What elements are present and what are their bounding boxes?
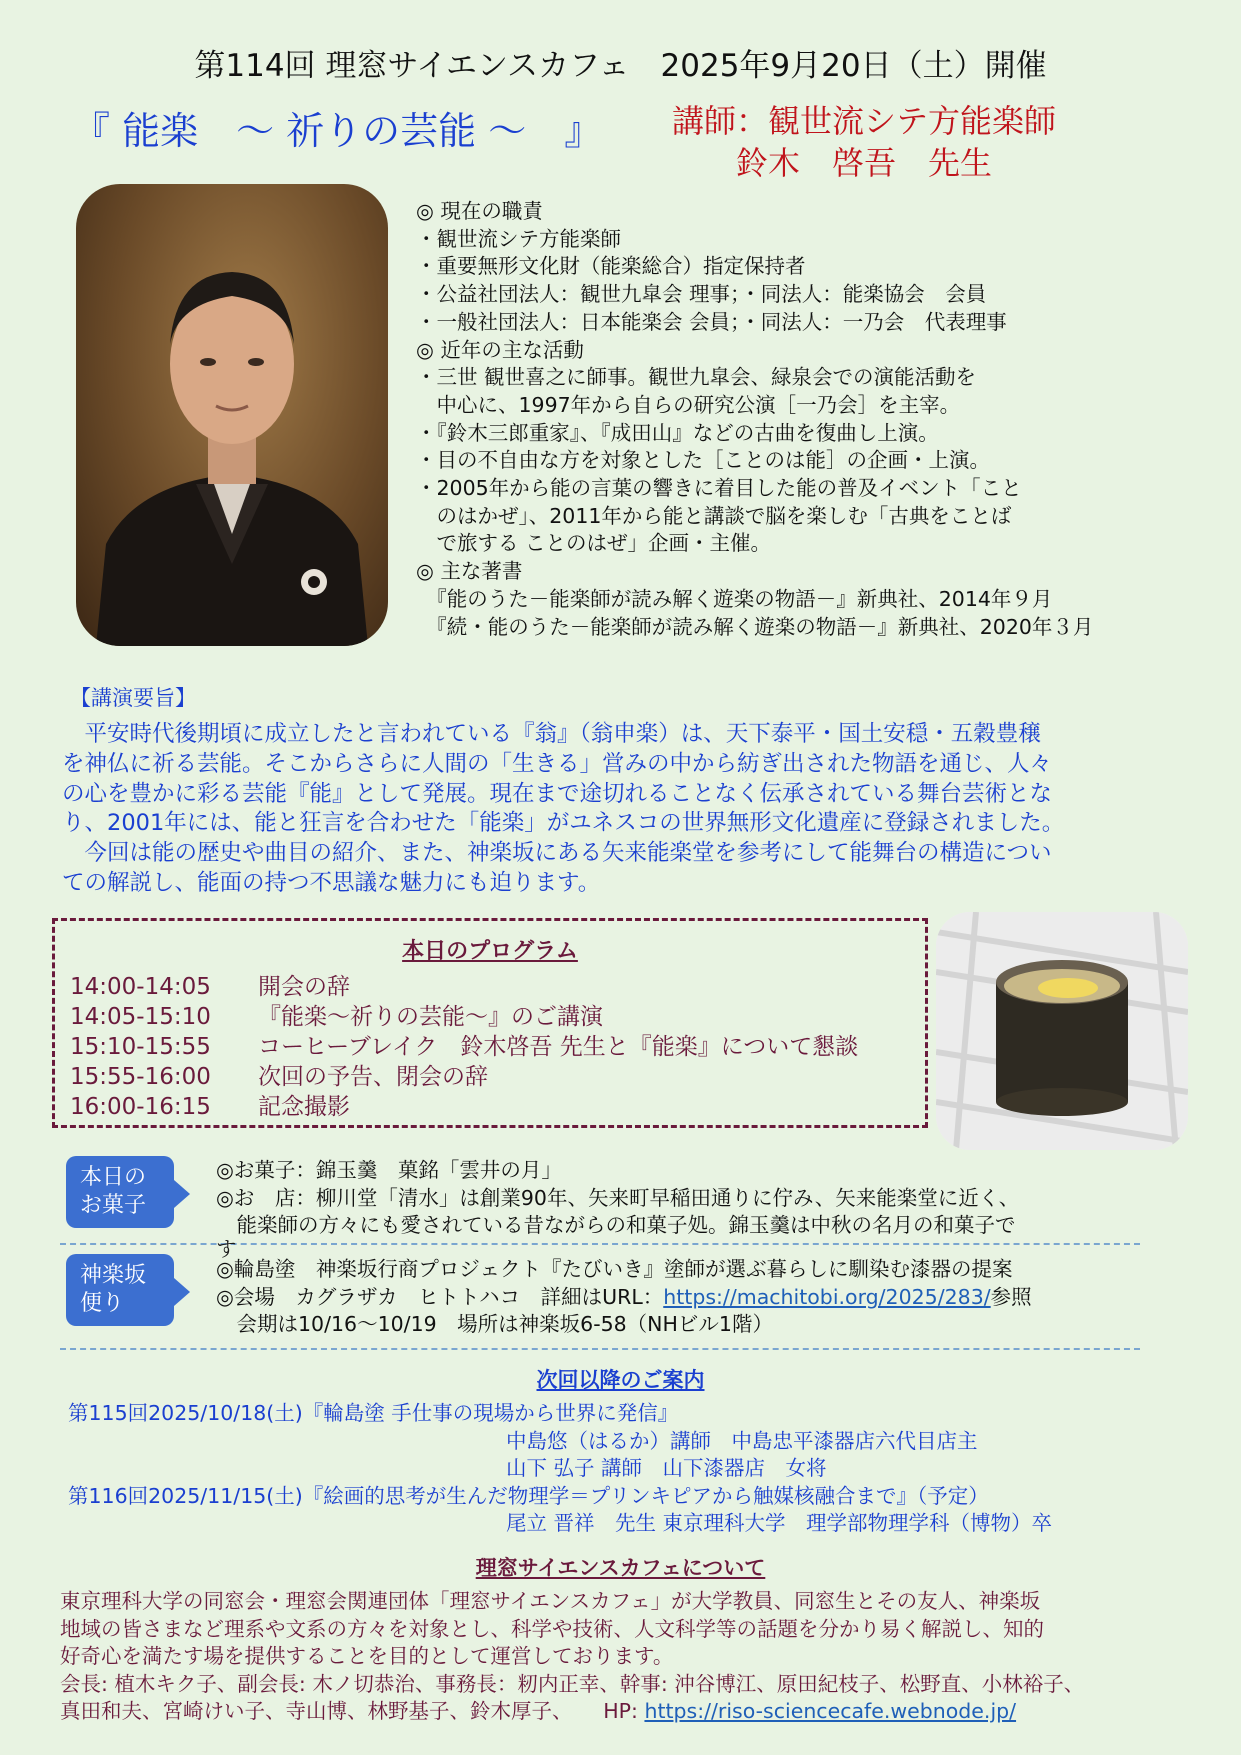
summary-line: 今回は能の歴史や曲目の紹介、また、神楽坂にある矢来能楽堂を参考にして能舞台の構造につい (62, 840, 1052, 867)
program-time: 16:00-16:15 (70, 1094, 211, 1120)
program-label: コーヒーブレイク 鈴木啓吾 先生と『能楽』について懇談 (258, 1034, 859, 1060)
next-event-speaker: 中島悠（はるか）講師 中島忠平漆器店六代目店主 (506, 1428, 978, 1453)
program-title: 本日のプログラム (402, 939, 578, 964)
next-events-heading: 次回以降のご案内 (536, 1368, 705, 1392)
kagurazaka-tag-line: 便り (80, 1291, 125, 1316)
lecturer-role: 講師：観世流シテ方能楽師 (672, 102, 1057, 140)
next-event-title: 第115回2025/10/18(土)『輪島塗 手仕事の現場から世界に発信』 (68, 1401, 679, 1425)
program-item (70, 1032, 858, 1062)
portrait-illustration (76, 184, 388, 646)
about-members (60, 1698, 1210, 1726)
profile-line: 『続・能のうた－能楽師が読み解く遊楽の物語－』新典社、2020年３月 (416, 614, 1094, 639)
profile-line: ◎ 近年の主な活動 (416, 337, 584, 362)
profile-line: ・観世流シテ方能楽師 (416, 226, 621, 251)
talk-title: 『 能楽 ～ 祈りの芸能 ～ 』 (72, 109, 603, 153)
program-label: 次回の予告、閉会の辞 (258, 1064, 488, 1090)
program-item (70, 1092, 858, 1122)
kagurazaka-event: ◎輪島塗 神楽坂行商プロジェクト『たびいき』塗師が選ぶ暮らしに馴染む漆器の提案 (216, 1257, 1013, 1281)
about-members: 会長: 植木キク子、副会長: 木ノ切恭治、事務長：籾内正幸、幹事: 沖谷博江、原田紀枝子、松野直、小林裕子、 (60, 1671, 1085, 1696)
about-heading: 理窓サイエンスカフェについて (475, 1556, 766, 1580)
next-event-speaker: 尾立 晋祥 先生 東京理科大学 理学部物理学科（博物）卒 (506, 1511, 1053, 1535)
divider (60, 1348, 1140, 1350)
summary-line: を神仏に祈る芸能。そこからさらに人間の「生きる」営みの中から紡ぎ出された物語を通じ、人々 (62, 750, 1053, 777)
profile-line: で旅する ことのはぜ」企画・主催。 (416, 531, 772, 556)
about-members-text: 真田和夫、宮崎けい子、寺山博、林野基子、鈴木厚子、 HP: (60, 1699, 645, 1723)
sweets-tag-arrow (174, 1180, 190, 1208)
page-title: 第114回 理窓サイエンスカフェ 2025年9月20日（土）開催 (194, 48, 1047, 84)
profile-line: ・『鈴木三郎重家』、『成田山』などの古曲を復曲し上演。 (416, 420, 939, 445)
summary-line: り、2001年には、能と狂言を合わせた「能楽」がユネスコの世界無形文化遺産に登録されました。 (62, 810, 1065, 837)
sweet-photo (936, 912, 1188, 1150)
program-label: 記念撮影 (258, 1094, 350, 1120)
kagurazaka-tag-line: 神楽坂 (80, 1263, 147, 1288)
kagurazaka-tag-arrow (174, 1278, 190, 1306)
summary-heading: 【講演要旨】 (70, 686, 196, 710)
kagurazaka-venue (216, 1284, 1216, 1312)
program-list (70, 972, 858, 1122)
profile-line: 中心に、1997年から自らの研究公演［一乃会］を主宰。 (416, 392, 961, 417)
lecturer-profile (416, 198, 1206, 641)
program-label: 開会の辞 (258, 974, 350, 1000)
program-item (70, 972, 858, 1002)
sweets-tag (66, 1156, 174, 1228)
program-time: 14:00-14:05 (70, 974, 211, 1000)
kagurazaka-period: 会期は10/16～10/19 場所は神楽坂6-58（NHビル1階） (216, 1312, 773, 1337)
sweets-shop-desc: 能楽師の方々にも愛されている昔ながらの和菓子処。錦玉羹は中秋の名月の和菓子で (216, 1213, 1016, 1238)
profile-line: ・2005年から能の言葉の響きに着目した能の普及イベント「こと (416, 476, 1022, 501)
program-item (70, 1002, 858, 1032)
kagurazaka-venue-text: ◎会場 カグラザカ ヒトトハコ 詳細はURL： (216, 1284, 664, 1309)
kagurazaka-info (216, 1256, 1216, 1339)
next-event-title: 第116回2025/11/15(土)『絵画的思考が生んだ物理学＝プリンキピアから触媒核融合まで』（予定） (68, 1483, 989, 1508)
next-event-speaker: 山下 弘子 講師 山下漆器店 女将 (506, 1456, 827, 1480)
profile-line: ・一般社団法人：日本能楽会 会員；・同法人：一乃会 代表理事 (416, 309, 1007, 334)
program-item (70, 1062, 858, 1092)
lecturer-name: 鈴木 啓吾 先生 (672, 144, 993, 182)
sweets-tag-line: 本日の (80, 1165, 147, 1190)
profile-line: ・目の不自由な方を対象とした［ことのは能］の企画・上演。 (416, 448, 990, 473)
kagurazaka-venue-suffix: 参照 (990, 1284, 1032, 1309)
profile-line: ・公益社団法人：観世九皐会 理事；・同法人：能楽協会 会員 (416, 282, 987, 307)
summary-text (62, 720, 1182, 899)
summary-line: の心を豊かに彩る芸能『能』として発展。現在まで途切れることなく伝承されている舞台芸術とな (62, 780, 1053, 807)
profile-line: ◎ 主な著書 (416, 559, 523, 584)
sweets-tag-line: お菓子 (80, 1193, 147, 1218)
lecturer-info (672, 100, 1056, 184)
kagurazaka-tag (66, 1254, 174, 1326)
sweets-overflow: す (216, 1237, 237, 1261)
profile-line: ・重要無形文化財（能楽総合）指定保持者 (416, 254, 806, 279)
about-line: 地域の皆さまなど理系や文系の方々を対象とし、科学や技術、人文科学等の話題を分かり易く解説し、知的 (60, 1616, 1044, 1641)
about-text (60, 1588, 1210, 1726)
about-line: 好奇心を満たす場を提供することを目的として運営しております。 (60, 1644, 674, 1668)
about-line: 東京理科大学の同窓会・理窓会関連団体「理窓サイエンスカフェ」が大学教員、同窓生とその友人、神楽坂 (60, 1589, 1041, 1613)
summary-line: 平安時代後期頃に成立したと言われている『翁』（翁申楽）は、天下泰平・国土安穏・五穀豊穣 (62, 721, 1041, 747)
homepage-link[interactable]: https://riso-sciencecafe.webnode.jp/ (644, 1699, 1017, 1723)
sweets-shop: ◎お 店：柳川堂「清水」は創業90年、矢来町早稲田通りに佇み、矢来能楽堂に近く、 (216, 1185, 1020, 1210)
program-time: 15:55-16:00 (70, 1064, 211, 1090)
program-time: 15:10-15:55 (70, 1034, 211, 1060)
profile-line: のはかぜ」、2011年から能と講談で脳を楽しむ「古典をことば (416, 503, 1012, 528)
program-time: 14:05-15:10 (70, 1004, 211, 1030)
profile-line: ◎ 現在の職責 (416, 199, 543, 223)
profile-line: ・三世 観世喜之に師事。観世九皐会、緑泉会での演能活動を (416, 365, 977, 390)
sweets-info (216, 1157, 1216, 1240)
sweet-illustration (936, 912, 1188, 1150)
summary-line: ての解説し、能面の持つ不思議な魅力にも迫ります。 (62, 869, 601, 896)
profile-line: 『能のうた－能楽師が読み解く遊楽の物語－』新典社、2014年９月 (416, 586, 1053, 611)
sweets-name: ◎お菓子：錦玉羹 菓銘「雲井の月」 (216, 1158, 562, 1182)
lecturer-portrait (76, 184, 388, 646)
program-label: 『能楽～祈りの芸能～』のご講演 (258, 1004, 603, 1030)
event-url-link[interactable]: https://machitobi.org/2025/283/ (663, 1284, 991, 1309)
next-events-list (68, 1400, 1218, 1538)
